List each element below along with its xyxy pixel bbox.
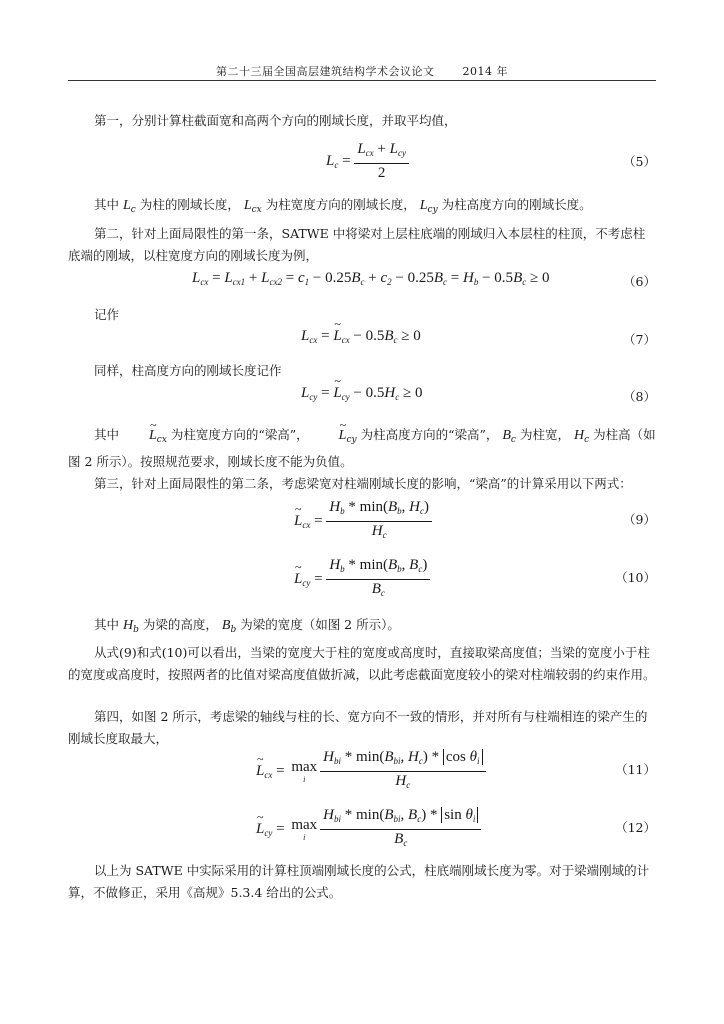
equation-10	[68, 556, 656, 596]
equation-7-math: $L_{cx}$ = ~ $L_{cx} - 0.5B_c \ge 0$	[301, 328, 421, 345]
paragraph-7: 第三，针对上面局限性的第二条，考虑梁宽对柱端刚域长度的影响，“梁高”的计算采用以下两式：	[94, 476, 632, 491]
paragraph-8: 其中 $H_b$ 为梁的高度， $B_b$ 为梁的宽度（如图 2 所示）。	[94, 617, 400, 635]
equation-8-number: （8）	[623, 389, 656, 404]
header-rule	[68, 80, 656, 81]
paragraph-6: 其中 ~ $L_{cx}$ 为柱宽度方向的“梁高”， ~ $L_{cy}$ 为柱高度方向的“梁高”， $B_c$ 为柱宽， $H_c$ 为柱高（如图 2 所示）。按照规范要求，刚域长度不能为负值。	[68, 424, 656, 473]
paragraph-5: 同样，柱高度方向的刚域长度记作	[94, 363, 282, 378]
equation-5-number: （5）	[623, 154, 656, 169]
paragraph-11: 以上为 SATWE 中实际采用的计算柱顶端刚域长度的公式，柱底端刚域长度为零。对于梁端刚域的计算，不做修正，采用《高规》5.3.4 给出的公式。	[68, 863, 650, 900]
paragraph-3: 第二，针对上面局限性的第一条，SATWE 中将梁对上层柱底端的刚域归入本层柱的柱顶，不考虑柱底端的刚域，以柱宽度方向的刚域长度为例，	[68, 226, 646, 263]
equation-10-math: ~ $L_{cy}$ = $\frac{H_b * \min(B_b, B_c)}{B_c}$	[294, 556, 430, 603]
equation-12-number: （12）	[615, 820, 656, 835]
equation-10-number: （10）	[615, 570, 656, 585]
equation-9	[68, 498, 656, 538]
conference-year: 2014 年	[462, 65, 508, 78]
conference-title: 第二十三届全国高层建筑结构学术会议论文	[216, 65, 435, 78]
equation-9-number: （9）	[623, 512, 656, 527]
paragraph-4: 记作	[94, 307, 120, 322]
equation-12-math: ~ $L_{cy} = \max$ i $\frac{H_{bi} * \min(B_{bi}, B_c) * \sin \theta_i}{B_c}$	[256, 806, 481, 853]
equation-8-math: $L_{cy}$ = ~ $L_{cy} - 0.5H_c \ge 0$	[301, 385, 422, 402]
paragraph-9: 从式(9)和式(10)可以看出，当梁的宽度大于柱的宽度或高度时，直接取梁高度值；当梁的宽度小于柱的宽度或高度时，按照两者的比值对梁高度值做折减，以此考虑截面宽度较小的梁对柱端较弱的约束作用。	[68, 645, 656, 682]
equation-11-math: ~ $L_{cx} = \max$ i $\frac{H_{bi} * \min(B_{bi}, H_c) * \cos \theta_i}{H_c}$	[256, 748, 486, 795]
equation-5-math: $L_c$ = $\frac{L_{cx} + L_{cy}}{2}$	[326, 140, 409, 183]
equation-5	[68, 140, 656, 180]
equation-6-number: （6）	[623, 274, 656, 289]
equation-11	[68, 748, 656, 788]
paragraph-1: 第一，分别计算柱截面宽和高两个方向的刚域长度，并取平均值，	[94, 113, 457, 128]
running-header	[0, 63, 724, 79]
equation-6	[68, 268, 656, 308]
equation-12	[68, 806, 656, 846]
paragraph-10: 第四，如图 2 所示，考虑梁的轴线与柱的长、宽方向不一致的情形，并对所有与柱端相连的梁产生的刚域长度取最大，	[68, 709, 648, 746]
equation-9-math: ~ $L_{cx}$ = $\frac{H_b * \min(B_b, H_c)}{H_c}$	[294, 498, 432, 545]
paragraph-2: 其中 $L_c$ 为柱的刚域长度， $L_{cx}$ 为柱宽度方向的刚域长度， $L_{cy}$ 为柱高度方向的刚域长度。	[94, 197, 592, 215]
equation-6-math: $L_{cx} = L_{cx1} + L_{cx2} = c_1 - 0.25B_c + c_2 - 0.25B_c = H_b - 0.5B_c \ge 0$	[192, 270, 550, 287]
equation-7-number: （7）	[623, 332, 656, 347]
equation-11-number: （11）	[615, 762, 656, 777]
